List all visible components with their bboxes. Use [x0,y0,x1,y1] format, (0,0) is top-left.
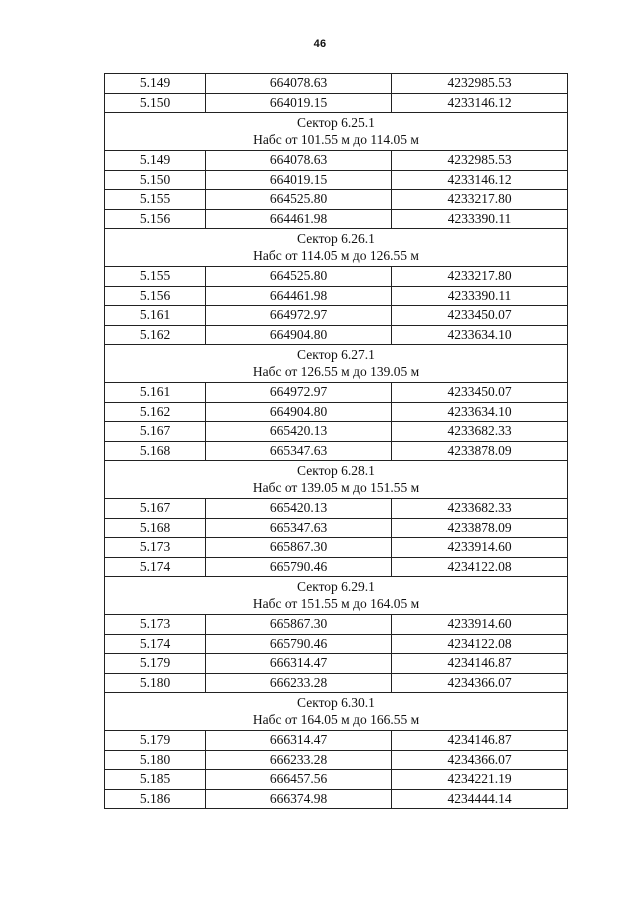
x-coordinate-cell: 665347.63 [206,518,392,538]
y-coordinate-cell: 4233217.80 [392,267,568,287]
point-number-cell: 5.180 [105,673,206,693]
point-number-cell: 5.167 [105,499,206,519]
sector-title: Сектор 6.27.1 [297,347,375,362]
table-row [105,731,568,751]
y-coordinate-cell: 4233634.10 [392,325,568,345]
point-number-cell: 5.186 [105,789,206,809]
table-row [105,557,568,577]
table-row [105,267,568,287]
table-row [105,325,568,345]
y-coordinate-cell: 4234221.19 [392,770,568,790]
table-row [105,750,568,770]
x-coordinate-cell: 664904.80 [206,402,392,422]
y-coordinate-cell: 4232985.53 [392,74,568,94]
y-coordinate-cell: 4233390.11 [392,286,568,306]
point-number-cell: 5.155 [105,267,206,287]
sector-elevation-range: Набс от 101.55 м до 114.05 м [253,131,419,147]
y-coordinate-cell: 4234444.14 [392,789,568,809]
coordinates-table-body [105,74,568,809]
y-coordinate-cell: 4234122.08 [392,634,568,654]
x-coordinate-cell: 666314.47 [206,654,392,674]
point-number-cell: 5.173 [105,615,206,635]
sector-heading-row [105,229,568,267]
sector-title: Сектор 6.29.1 [297,579,375,594]
x-coordinate-cell: 664972.97 [206,383,392,403]
point-number-cell: 5.179 [105,654,206,674]
table-row [105,518,568,538]
point-number-cell: 5.162 [105,325,206,345]
table-row [105,654,568,674]
sector-heading-cell [105,345,568,383]
y-coordinate-cell: 4233914.60 [392,538,568,558]
y-coordinate-cell: 4234122.08 [392,557,568,577]
table-row [105,770,568,790]
x-coordinate-cell: 664461.98 [206,286,392,306]
x-coordinate-cell: 665867.30 [206,538,392,558]
point-number-cell: 5.150 [105,170,206,190]
point-number-cell: 5.167 [105,422,206,442]
x-coordinate-cell: 665790.46 [206,634,392,654]
point-number-cell: 5.156 [105,286,206,306]
y-coordinate-cell: 4233450.07 [392,383,568,403]
point-number-cell: 5.156 [105,209,206,229]
x-coordinate-cell: 664019.15 [206,170,392,190]
y-coordinate-cell: 4233878.09 [392,518,568,538]
table-row [105,170,568,190]
sector-title: Сектор 6.26.1 [297,231,375,246]
y-coordinate-cell: 4233146.12 [392,170,568,190]
sector-elevation-range: Набс от 164.05 м до 166.55 м [252,711,420,727]
table-row [105,286,568,306]
sector-heading-cell [105,229,568,267]
sector-elevation-range: Набс от 114.05 м до 126.55 м [253,247,419,263]
x-coordinate-cell: 664078.63 [206,151,392,171]
table-row [105,93,568,113]
x-coordinate-cell: 665420.13 [206,422,392,442]
table-row [105,615,568,635]
x-coordinate-cell: 664461.98 [206,209,392,229]
y-coordinate-cell: 4233146.12 [392,93,568,113]
point-number-cell: 5.150 [105,93,206,113]
table-row [105,151,568,171]
point-number-cell: 5.173 [105,538,206,558]
point-number-cell: 5.149 [105,74,206,94]
point-number-cell: 5.161 [105,383,206,403]
table-row [105,422,568,442]
x-coordinate-cell: 665867.30 [206,615,392,635]
sector-heading-cell [105,113,568,151]
sector-elevation-range: Набс от 139.05 м до 151.55 м [252,479,420,495]
table-row [105,634,568,654]
y-coordinate-cell: 4233390.11 [392,209,568,229]
point-number-cell: 5.168 [105,441,206,461]
table-row [105,673,568,693]
x-coordinate-cell: 664972.97 [206,306,392,326]
x-coordinate-cell: 664525.80 [206,267,392,287]
sector-heading-cell [105,693,568,731]
coordinates-table [104,73,568,809]
point-number-cell: 5.155 [105,190,206,210]
x-coordinate-cell: 664078.63 [206,74,392,94]
sector-heading-row [105,693,568,731]
x-coordinate-cell: 666457.56 [206,770,392,790]
table-row [105,383,568,403]
point-number-cell: 5.180 [105,750,206,770]
x-coordinate-cell: 666374.98 [206,789,392,809]
x-coordinate-cell: 664904.80 [206,325,392,345]
sector-elevation-range: Набс от 126.55 м до 139.05 м [252,363,420,379]
table-row [105,441,568,461]
table-row [105,209,568,229]
sector-elevation-range: Набс от 151.55 м до 164.05 м [252,595,420,611]
y-coordinate-cell: 4233217.80 [392,190,568,210]
sector-heading-row [105,345,568,383]
sector-heading-cell [105,461,568,499]
x-coordinate-cell: 665420.13 [206,499,392,519]
sector-heading-cell [105,577,568,615]
table-row [105,190,568,210]
y-coordinate-cell: 4234146.87 [392,654,568,674]
point-number-cell: 5.168 [105,518,206,538]
table-row [105,306,568,326]
x-coordinate-cell: 666233.28 [206,673,392,693]
point-number-cell: 5.179 [105,731,206,751]
table-row [105,74,568,94]
y-coordinate-cell: 4234366.07 [392,673,568,693]
x-coordinate-cell: 666314.47 [206,731,392,751]
table-row [105,789,568,809]
x-coordinate-cell: 664019.15 [206,93,392,113]
sector-title: Сектор 6.28.1 [297,463,375,478]
page-number: 46 [313,38,327,50]
table-row [105,402,568,422]
y-coordinate-cell: 4233450.07 [392,306,568,326]
point-number-cell: 5.174 [105,557,206,577]
point-number-cell: 5.149 [105,151,206,171]
sector-heading-row [105,461,568,499]
sector-title: Сектор 6.25.1 [297,115,375,130]
sector-heading-row [105,577,568,615]
sector-heading-row [105,113,568,151]
sector-title: Сектор 6.30.1 [297,695,375,710]
point-number-cell: 5.174 [105,634,206,654]
table-row [105,538,568,558]
table-row [105,499,568,519]
y-coordinate-cell: 4233878.09 [392,441,568,461]
y-coordinate-cell: 4234146.87 [392,731,568,751]
y-coordinate-cell: 4233682.33 [392,499,568,519]
point-number-cell: 5.162 [105,402,206,422]
x-coordinate-cell: 664525.80 [206,190,392,210]
y-coordinate-cell: 4233634.10 [392,402,568,422]
point-number-cell: 5.185 [105,770,206,790]
x-coordinate-cell: 665790.46 [206,557,392,577]
y-coordinate-cell: 4232985.53 [392,151,568,171]
x-coordinate-cell: 665347.63 [206,441,392,461]
point-number-cell: 5.161 [105,306,206,326]
x-coordinate-cell: 666233.28 [206,750,392,770]
y-coordinate-cell: 4233914.60 [392,615,568,635]
y-coordinate-cell: 4233682.33 [392,422,568,442]
y-coordinate-cell: 4234366.07 [392,750,568,770]
